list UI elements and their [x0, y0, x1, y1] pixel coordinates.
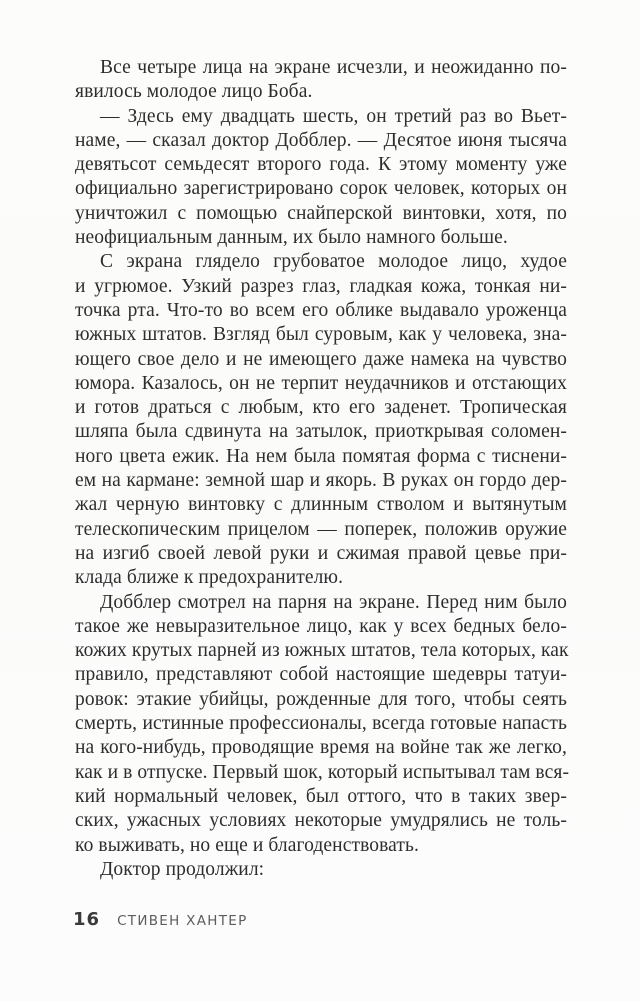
text-line: Все четыре лица на экране исчезли, и неожиданно по- — [100, 57, 567, 78]
page-text-block — [75, 56, 570, 882]
text-line: южных штатов. Взгляд был суровым, как у человека, зна- — [75, 324, 567, 346]
text-line: и угрюмое. Узкий разрез глаз, гладкая кожа, тонкая ни- — [75, 275, 567, 297]
page-number: 16 — [73, 909, 101, 930]
text-line: ющего свое дело и не имеющего даже намека на чувство — [75, 348, 567, 370]
text-line: как и в отпуске. Первый шок, который испытывал там вся- — [75, 761, 570, 783]
text-line: жал черную винтовку с длинным стволом и вытянутым — [75, 494, 567, 516]
text-line: кожих крутых парней из южных штатов, тела которых, как — [75, 640, 569, 662]
text-line: ровок: этакие убийцы, рожденные для того, чтобы сеять — [75, 688, 567, 710]
text-line: явилось молодое лицо Боба. — [75, 81, 313, 103]
running-footer-author: СТИВЕН ХАНТЕР — [117, 913, 248, 929]
text-line: точка рта. Что-то во всем его облике выдавало уроженца — [75, 299, 567, 321]
text-line: ного цвета ежик. На нем была помятая форма с тиснени- — [75, 445, 567, 467]
text-line: ем на кармане: земной шар и якорь. В руках он гордо дер- — [75, 470, 567, 492]
text-line: Добблер смотрел на парня на экране. Перед ним было — [100, 591, 567, 613]
text-line: кий нормальный человек, был оттого, что в таких звер- — [75, 785, 567, 807]
text-line: и готов драться с любым, кто его заденет. Тропическая — [75, 397, 567, 419]
text-line: ко выживать, но еще и благоденствовать. — [75, 834, 419, 856]
text-line: правило, представляют собой настоящие шедевры татуи- — [75, 664, 567, 686]
text-line: шляпа была сдвинута на затылок, приоткрывая соломен- — [75, 421, 567, 443]
text-line: смерть, истинные профессионалы, всегда готовые напасть — [75, 713, 567, 735]
text-line: С экрана глядело грубоватое молодое лицо, худое — [100, 251, 567, 273]
text-line: на кого-нибудь, проводящие время на войне так же легко, — [75, 737, 567, 759]
text-line: такое же невыразительное лицо, как у всех бедных бело- — [75, 615, 567, 637]
text-line: юмора. Казалось, он не терпит неудачников и отстающих — [75, 372, 567, 394]
text-line: уничтожил с помощью снайперской винтовки, хотя, по — [75, 202, 567, 224]
text-line: ских, ужасных условиях некоторые умудрялись не толь- — [75, 810, 567, 832]
text-line: — Здесь ему двадцать шесть, он третий раз во Вьет- — [100, 105, 567, 127]
text-line: девятьсот семьдесят второго года. К этому моменту уже — [75, 154, 567, 176]
text-line: неофициальным данным, их было намного больше. — [75, 227, 508, 249]
text-line: наме, — сказал доктор Добблер. — Десятое июня тысяча — [75, 129, 567, 151]
text-line: телескопическим прицелом — поперек, положив оружие — [75, 518, 567, 540]
text-line: клада ближе к предохранителю. — [75, 567, 344, 589]
text-line: официально зарегистрировано сорок человек, которых он — [75, 178, 567, 200]
text-line: Доктор продолжил: — [100, 858, 265, 880]
text-line: на изгиб своей левой руки и сжимая правой цевье при- — [75, 542, 567, 564]
page-footer — [73, 909, 248, 930]
